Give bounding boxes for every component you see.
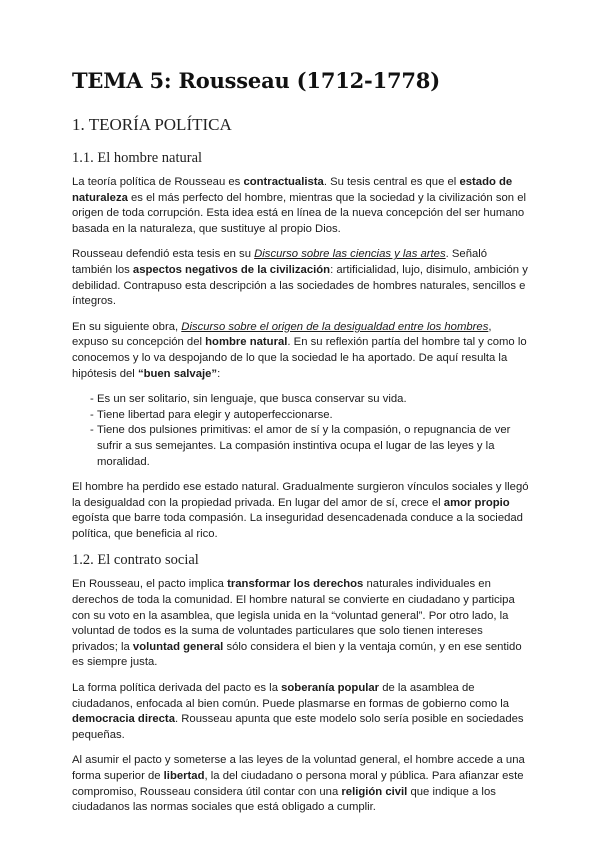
buen-salvaje-list <box>72 392 530 470</box>
document-title: TEMA 5: Rousseau (1712-1778) <box>72 68 440 93</box>
paragraph-voluntad-general: En Rousseau, el pacto implica transformar los derechos naturales individuales en derechos de toda la comunidad. El hombre natural se convierte en ciudadano y participa con su voto en la asamblea, que legisla unida en la “voluntad general”. Por otro lado, la voluntad de todos es la suma de voluntades particulares que solo tienen intereses privados; la voluntad general sólo considera el bien y la ventaja común, y en ese sentido es siempre justa. <box>72 578 522 669</box>
work-title-desigualdad: Discurso sobre el origen de la desigualdad entre los hombres <box>181 320 489 333</box>
paragraph-soberania-popular: La forma política derivada del pacto es la soberanía popular de la asamblea de ciudadanos, enfocada al bien común. Puede plasmarse en formas de gobierno como la democracia directa. Rousseau apunta que este modelo solo sería posible en sociedades pequeñas. <box>72 682 524 741</box>
list-item: - Tiene libertad para elegir y autoperfeccionarse. <box>72 408 530 424</box>
paragraph-discurso-desigualdad: En su siguiente obra, Discurso sobre el origen de la desigualdad entre los hombres, expuso su concepción del hombre natural. En su reflexión partía del hombre tal y como lo conocemos y lo va despojando de lo que la sociedad le ha aportado. De aquí resulta la hipótesis del “buen salvaje”: <box>72 320 527 380</box>
work-title-ciencias-artes: Discurso sobre las ciencias y las artes <box>254 248 446 261</box>
paragraph-contractualista: La teoría política de Rousseau es contractualista. Su tesis central es que el estado de naturaleza es el más perfecto del hombre, mientras que la sociedad y la civilización son el origen de toda corrupción. Esta idea está en línea de la nueva concepción del ser humano basada en la naturaleza, que sustituye al propio Dios. <box>72 176 526 235</box>
subsection-heading-contrato-social: 1.2. El contrato social <box>72 552 199 569</box>
paragraph-religion-civil: Al asumir el pacto y someterse a las leyes de la voluntad general, el hombre accede a una forma superior de libertad, la del ciudadano o persona moral y pública. Para afianzar este compromiso, Rousseau considera útil contar con una religión civil que indique a los ciudadanos las normas sociales que está obligado a cumplir. <box>72 754 525 814</box>
paragraph-amor-propio: El hombre ha perdido ese estado natural. Gradualmente surgieron vínculos sociales y llegó la desigualdad con la propiedad privada. En lugar del amor de sí, crece el amor propio egoísta que barre toda compasión. La inseguridad desencadenada conduce a la sociedad política, que beneficia al rico. <box>72 481 529 540</box>
paragraph-discurso-ciencias: Rousseau defendió esta tesis en su Discurso sobre las ciencias y las artes. Señaló también los aspectos negativos de la civilización: artificialidad, lujo, disimulo, ambición y debilidad. Contrapuso esta descripción a las sociedades de hombres naturales, sencillos e íntegros. <box>72 248 528 308</box>
subsection-heading-hombre-natural: 1.1. El hombre natural <box>72 150 203 166</box>
section-heading-teoria-politica: 1. TEORÍA POLÍTICA <box>72 115 232 134</box>
list-item: - Tiene dos pulsiones primitivas: el amor de sí y la compasión, o repugnancia de ver sufrir a sus semejantes. La compasión instintiva ocupa el lugar de las leyes y la moralidad. <box>72 423 530 470</box>
list-item: - Es un ser solitario, sin lenguaje, que busca conservar su vida. <box>72 392 530 408</box>
